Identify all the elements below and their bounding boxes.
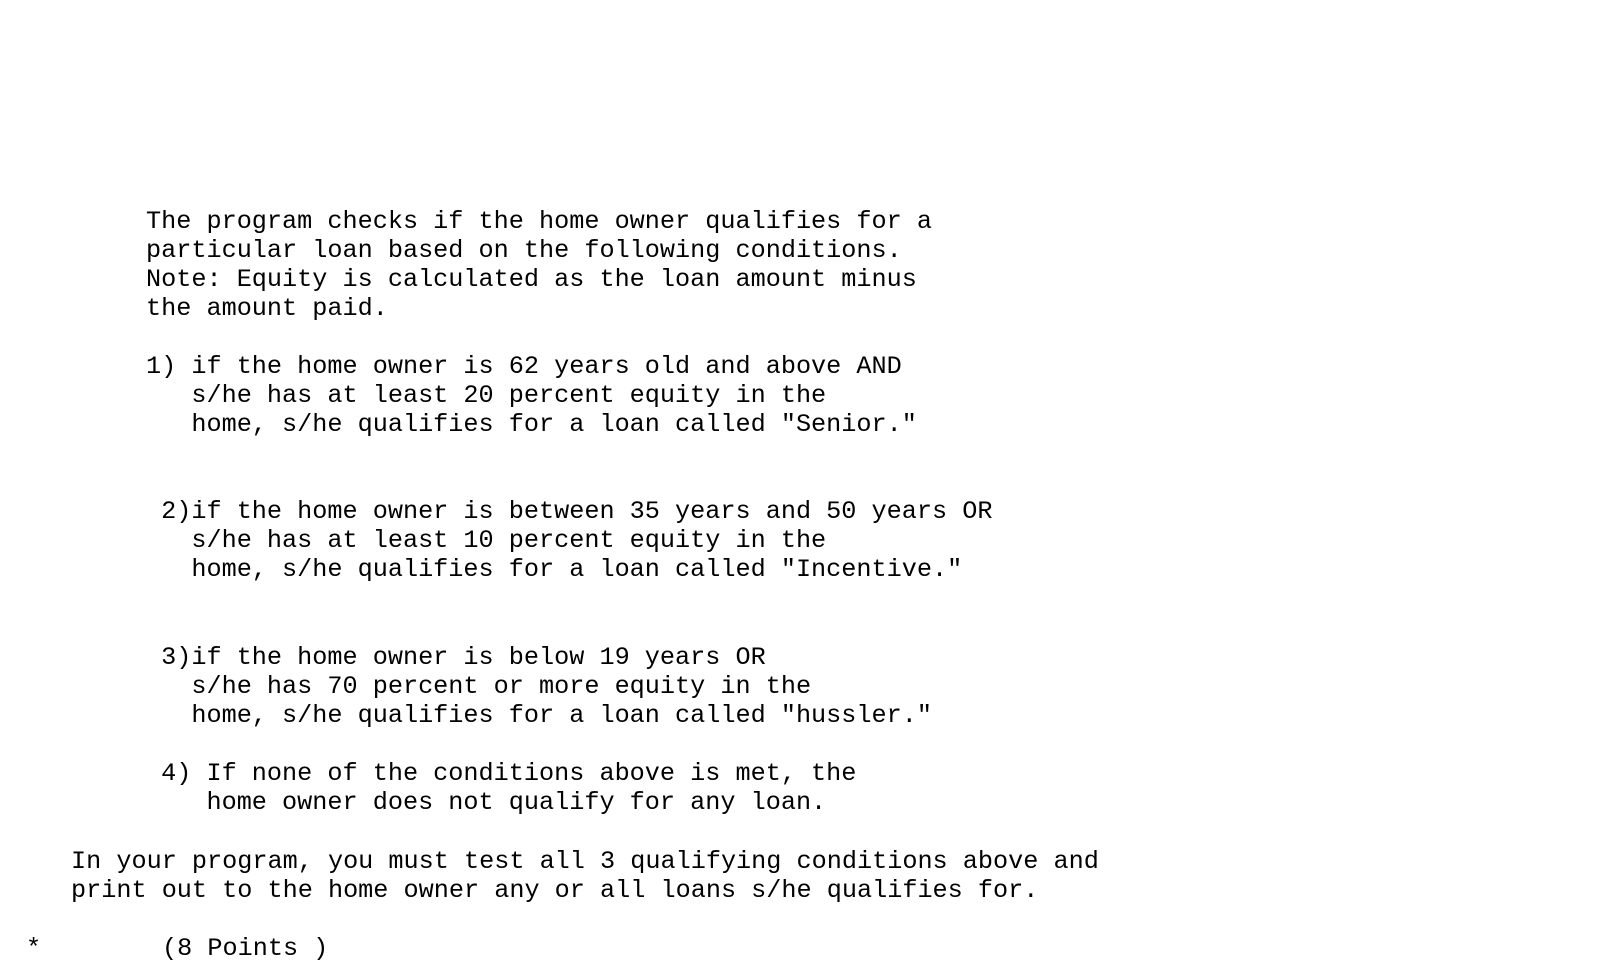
condition-3-line: s/he has 70 percent or more equity in the [146, 672, 812, 701]
instructions-line: In your program, you must test all 3 qualifying conditions above and [71, 847, 1099, 876]
intro-line: The program checks if the home owner qualifies for a [146, 207, 932, 236]
intro-line: the amount paid. [146, 294, 388, 323]
condition-3-line: home, s/he qualifies for a loan called "hussler." [146, 701, 932, 730]
condition-2-line: s/he has at least 10 percent equity in the [146, 526, 827, 555]
condition-2-line: home, s/he qualifies for a loan called "Incentive." [146, 555, 963, 584]
intro-line: particular loan based on the following conditions. [146, 236, 902, 265]
condition-1-line: s/he has at least 20 percent equity in the [146, 381, 827, 410]
instructions-line: print out to the home owner any or all loans s/he qualifies for. [71, 876, 1039, 905]
intro-line: Note: Equity is calculated as the loan amount minus [146, 265, 917, 294]
points-footer: * (8 Points ) [26, 934, 329, 963]
condition-4-line: 4) If none of the conditions above is met, the [146, 759, 857, 788]
condition-2-line: 2)if the home owner is between 35 years and 50 years OR [146, 497, 993, 526]
condition-3-line: 3)if the home owner is below 19 years OR [146, 643, 766, 672]
condition-1-line: home, s/he qualifies for a loan called "Senior." [146, 410, 917, 439]
condition-4-line: home owner does not qualify for any loan. [146, 788, 827, 817]
condition-1-line: 1) if the home owner is 62 years old and above AND [146, 352, 902, 381]
